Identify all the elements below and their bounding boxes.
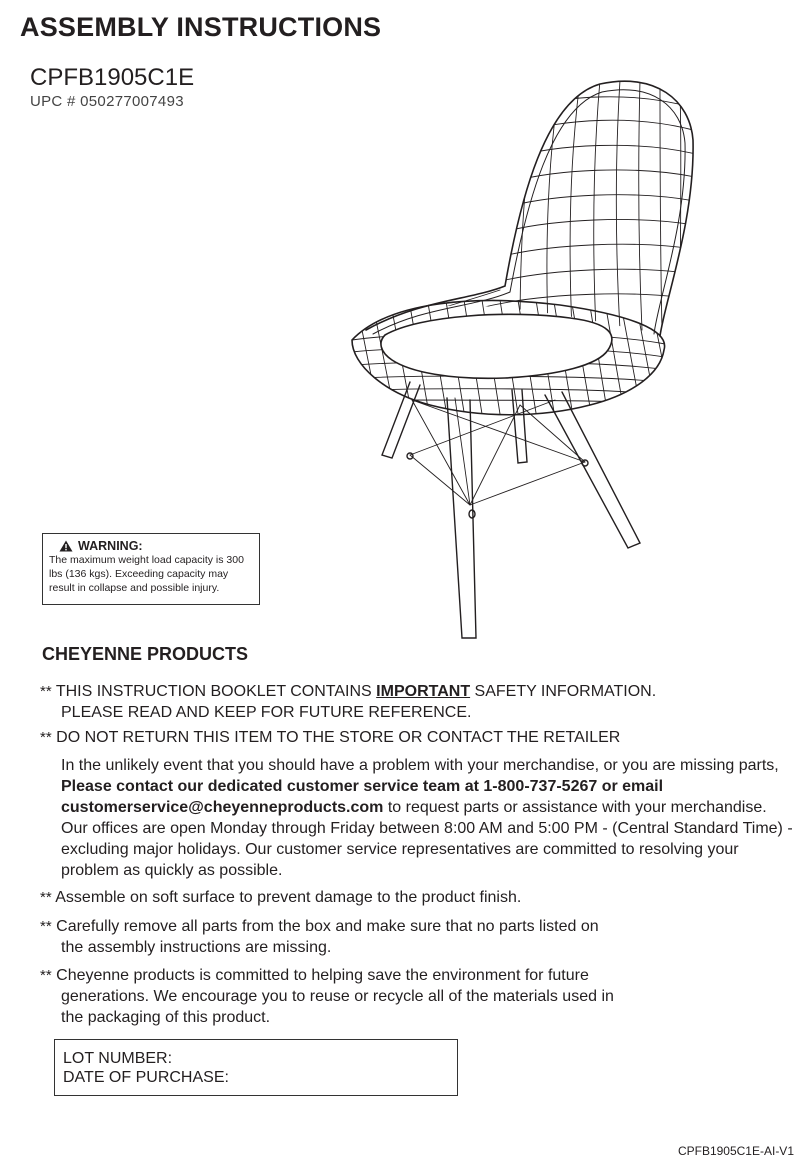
customer-service-paragraph: In the unlikely event that you should have a problem with your merchandise, or you are missing parts, Please contact our dedicated customer service team at 1-800-737-5267 or email customerservice@cheyenneproducts.com to request parts or assistance with your merchandise. Our offices are open Monday through Friday between 8:00 AM and 5:00 PM - (Central Standard Time) - excluding major holidays. Our customer service representatives are committed to resolving your problem as quickly as possible. [61, 757, 793, 879]
date-of-purchase-label: DATE OF PURCHASE: [63, 1069, 229, 1086]
chair-legs [382, 382, 640, 638]
lot-number-label: LOT NUMBER: [63, 1050, 173, 1067]
note-do-not-return: ** DO NOT RETURN THIS ITEM TO THE STORE OR CONTACT THE RETAILER [40, 729, 621, 746]
note-important-safety: ** THIS INSTRUCTION BOOKLET CONTAINS IMPORTANT SAFETY INFORMATION. PLEASE READ AND KEEP FOR FUTURE REFERENCE. [40, 683, 657, 721]
note-soft-surface: ** Assemble on soft surface to prevent damage to the product finish. [40, 889, 522, 906]
model-number: CPFB1905C1E [30, 64, 195, 91]
brand-heading: CHEYENNE PRODUCTS [42, 644, 249, 664]
warning-box [42, 533, 260, 605]
document-title: ASSEMBLY INSTRUCTIONS [20, 12, 382, 42]
upc-code: UPC # 050277007493 [30, 93, 184, 110]
chair-back-outline [366, 81, 693, 336]
warning-triangle-icon [59, 540, 73, 552]
important-emphasis: IMPORTANT [376, 683, 471, 700]
note-environment: ** Cheyenne products is committed to helping save the environment for future generations. We encourage you to reuse or recycle all of the materials used in the packaging of this product. [40, 967, 614, 1026]
seat-pad [381, 314, 612, 378]
warning-heading: WARNING: [78, 539, 143, 553]
warning-text: The maximum weight load capacity is 300 lbs (136 kgs). Exceeding capacity may result in collapse and possible injury. [49, 554, 244, 594]
lot-info-box [54, 1039, 458, 1096]
note-check-parts: ** Carefully remove all parts from the box and make sure that no parts listed on the assembly instructions are missing. [40, 918, 599, 956]
document-code: CPFB1905C1E-AI-V1 [677, 1144, 794, 1158]
back-wire-grid [430, 80, 700, 330]
customer-service-contact: Please contact our dedicated customer service team at 1-800-737-5267 or email customerservice@cheyenneproducts.com [61, 778, 664, 816]
wire-chair-illustration [340, 74, 720, 654]
